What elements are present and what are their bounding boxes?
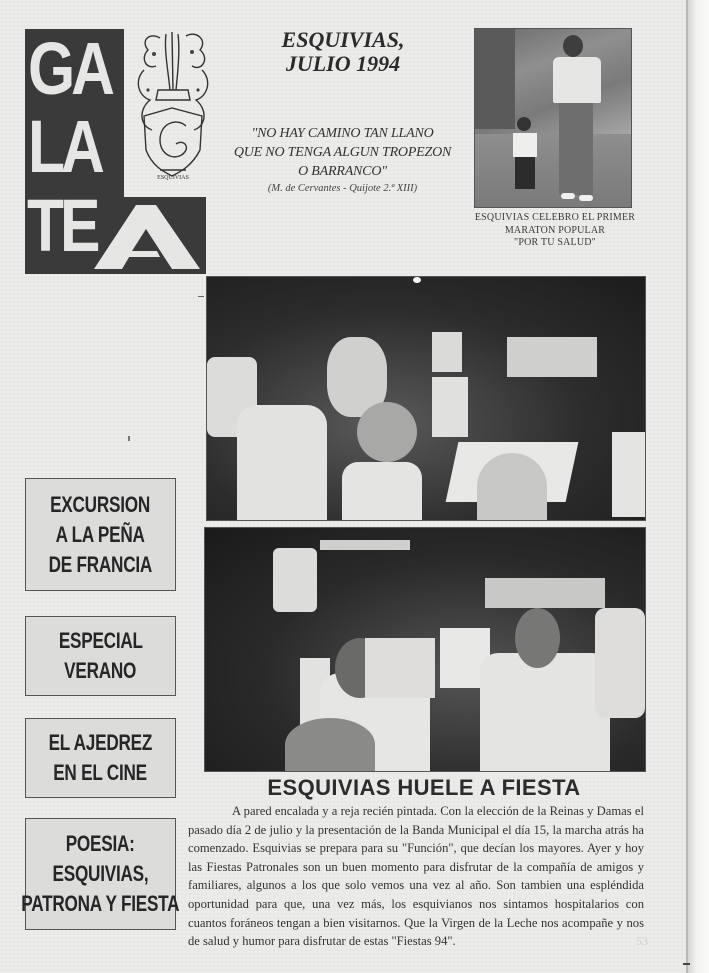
article-headline: ESQUIVIAS HUELE A FIESTA [267, 775, 581, 800]
crop-mark [683, 963, 690, 965]
masthead-letters-la: LA [28, 105, 101, 188]
feature-excursion[interactable] [25, 478, 176, 591]
masthead-letters-ga: GA [28, 27, 111, 110]
feature-line: A LA PEÑA [55, 521, 146, 547]
feature-line: EXCURSION [50, 491, 151, 517]
dateline-place: ESQUIVIAS, [281, 27, 405, 52]
feature-ajedrez-cine[interactable] [25, 718, 176, 798]
dateline-date: JULIO 1994 [285, 51, 401, 76]
caption-line: ESQUIVIAS CELEBRO EL PRIMER [474, 212, 636, 223]
esquivias-crest-icon [130, 30, 216, 182]
print-speck [128, 436, 130, 441]
masthead-letters-te: TE [27, 184, 97, 267]
issue-dateline [248, 28, 438, 76]
quote-line: "NO HAY CAMINO TAN LLANO [251, 126, 434, 141]
feature-poesia[interactable] [21, 818, 180, 930]
feature-line: EL AJEDREZ [48, 730, 153, 755]
quote-line: O BARRANCO" [298, 164, 387, 179]
quote-line: QUE NO TENGA ALGUN TROPEZON [233, 145, 452, 160]
feature-line: ESPECIAL [58, 628, 143, 653]
page-edge [688, 0, 709, 973]
feature-especial-verano[interactable] [25, 616, 176, 696]
maraton-caption [470, 212, 640, 250]
caption-line: MARATON POPULAR [504, 224, 606, 236]
feature-line: DE FRANCIA [48, 551, 153, 577]
svg-text:ESQUIVIAS: ESQUIVIAS [157, 175, 189, 181]
feature-line: EN EL CINE [53, 760, 148, 785]
feature-line: PATRONA Y FIESTA [21, 891, 180, 916]
cervantes-quote [225, 124, 460, 181]
article-body: A pared encalada y a reja recién pintada. Con la elección de la Reinas y Damas el pasado día 2 de julio y la presentación de la Banda Municipal el día 15, la marcha atrás ha comenzado. Esquivias se prepara para su "Función", que decían los mayores. Ayer y hoy las Fiestas Patronales son un buen momento para disfrutar de la compañía de amigos y familiares, algunos a los que solo vemos una vez al año. Son tambien una espléndida oportunidad para que, una vez más, los esquivianos nos sintamos hospitalarios con cuantos foráneos tengan a bien visitarnos. Que la Virgen de la Leche nos acompañe y nos de salud y humor para disfrutar de estas "Fiestas 94". [188, 804, 644, 949]
feature-line: ESQUIVIAS, [52, 861, 149, 886]
caption-line: "POR TU SALUD" [514, 237, 596, 248]
band-photo-1 [206, 276, 646, 521]
maraton-photo [474, 28, 632, 208]
feature-line: VERANO [64, 658, 137, 683]
quote-source: (M. de Cervantes - Quijote 2.ª XIII) [267, 183, 418, 194]
print-mark [198, 296, 204, 297]
page-number: 53 [636, 934, 648, 948]
masthead-letter-a-icon [88, 199, 204, 271]
band-photo-2 [204, 527, 646, 772]
feature-line: POESIA: [66, 831, 135, 856]
